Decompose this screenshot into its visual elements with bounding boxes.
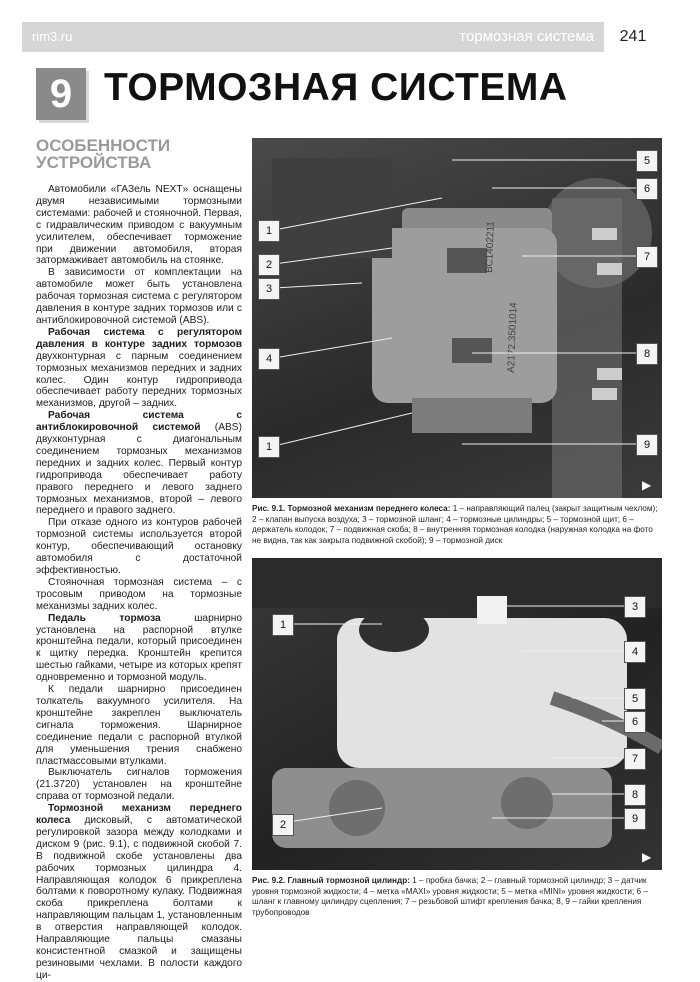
callout-label: 1	[258, 220, 280, 242]
caption-title: Рис. 9.1. Тормозной механизм переднего колеса:	[252, 504, 451, 513]
callout-label: 3	[624, 596, 646, 618]
reservoir-cap-shape	[359, 608, 429, 652]
caliper-stamp-2: А2172.3501014	[506, 302, 520, 374]
figure1-caption	[252, 504, 662, 546]
term: Рабочая система с антиблокировочной системой	[36, 410, 242, 434]
car-direction-icon: ▶	[642, 478, 652, 492]
callout-label: 2	[258, 254, 280, 276]
caption-text: 1 – пробка бачка; 2 – главный тормозной цилиндр; 3 – датчик уровня тормозной жидкости; 4 – метка «MAXI» уровня жидкости; 5 – метка «MINI» уровня жидкости; 6 – шланг к главному цилиндру сцепления; 7 – резьбовой штифт крепления бачка; 8, 9 – гайки крепления трубопроводов	[252, 876, 648, 917]
wheel-stud	[597, 263, 622, 275]
paragraph	[36, 327, 242, 410]
section-title	[36, 137, 241, 171]
brake-caliper-illustration	[252, 138, 662, 498]
term: Тормозной механизм переднего колеса	[36, 803, 242, 827]
callout-label: 1	[272, 614, 294, 636]
cylinder-boss-shape	[329, 780, 385, 836]
callout-label: 4	[258, 348, 280, 370]
paragraph	[36, 410, 242, 517]
figure2-caption	[252, 876, 662, 918]
paragraph-text: (ABS) двухконтурная с диагональным соединением тормозных механизмов передних и задних колес. Первый контур гидропривода обеспечивает работу правого переднего и левого заднего тормозных механизмов, второй – левого переднего и правого заднего.	[36, 422, 242, 517]
callout-label: 2	[272, 814, 294, 836]
wheel-stud	[597, 368, 622, 380]
callout-label: 8	[624, 784, 646, 806]
paragraph: К педали шарнирно присоединен толкатель вакуумного усилителя. На кронштейне закреплен выключатель сигнала торможения. Шарнирное соединение педали с распорной втулкой для уменьшения трения снабжено пластмассовыми втулками.	[36, 684, 242, 767]
callout-label: 9	[636, 434, 658, 456]
paragraph-text: двухконтурная с парным соединением тормозных механизмов передних и задних колес. Один контур гидропривода обеспечивает работу передних тормозных механизмов, другой – задних.	[36, 350, 242, 410]
paragraph: При отказе одного из контуров рабочей тормозной системы используется второй контур, обеспечивающий остановку автомобиля с достаточной эффективностью.	[36, 517, 242, 576]
master-cylinder-body-shape	[272, 768, 612, 848]
suspension-shape	[272, 158, 392, 258]
leader-line	[274, 413, 412, 446]
term: Рабочая система с регулятором давления в контуре задних тормозов	[36, 326, 242, 350]
callout-label: 9	[624, 808, 646, 830]
chapter-title: ТОРМОЗНАЯ СИСТЕМА	[104, 66, 568, 109]
running-title: тормозная система	[459, 28, 594, 45]
wheel-stud	[592, 228, 617, 240]
master-cylinder-illustration	[252, 558, 662, 870]
chapter-number: 9	[36, 68, 86, 120]
wheel-stud	[592, 388, 617, 400]
paragraph	[36, 803, 242, 982]
running-header	[22, 22, 662, 52]
paragraph: Автомобили «ГАЗель NEXT» оснащены двумя независимыми тормозными системами: рабочей и стояночной. Первая, с гидравлическим приводом с вакуумным усилителем, обеспечивает торможение при движении автомобиля, вторая затормаживает автомобиль на стоянке.	[36, 184, 242, 267]
paragraph: Выключатель сигналов торможения (21.3720) установлен на кронштейне справа от тормозной педали.	[36, 767, 242, 803]
figure-front-brake-photo	[252, 138, 662, 498]
caliper-stamp-1: ВС1402211	[484, 221, 497, 274]
leader-line	[274, 283, 362, 288]
brake-disc-shape	[552, 198, 622, 498]
callout-label: 6	[636, 178, 658, 200]
callout-label: 3	[258, 278, 280, 300]
engine-bay-shape	[252, 558, 662, 608]
car-direction-icon: ▶	[642, 850, 652, 864]
caption-text: 1 – направляющий палец (закрыт защитным чехлом); 2 – клапан выпуска воздуха; 3 – тормозной шланг; 4 – тормозные цилиндры; 5 – тормозной щит; 6 – держатель колодок; 7 – подвижная скоба; 8 – внутренняя тормозная колодка (наружная колодка на фото не видна, так как закрыта подвижной скобой); 9 – тормозной диск	[252, 504, 658, 545]
caliper-window	[447, 248, 487, 273]
callout-label: 5	[624, 688, 646, 710]
page-number: 241	[604, 22, 662, 52]
figure-master-cylinder-photo	[252, 558, 662, 870]
paragraph	[36, 613, 242, 684]
paragraph: Стояночная тормозная система – с тросовым приводом на тормозные механизмы задних колес.	[36, 576, 242, 612]
callout-label: 7	[624, 748, 646, 770]
callout-label: 7	[636, 246, 658, 268]
callout-label: 5	[636, 150, 658, 172]
body-text	[36, 184, 242, 982]
callout-label: 8	[636, 343, 658, 365]
paragraph-text: шарнирно установлена на распорной втулке кронштейна педали, который присоединен к щитку передка. Кронштейн крепится шестью гайками, четыре из которых крепят одновременно и тормозной модуль.	[36, 612, 243, 684]
paragraph: В зависимости от комплектации на автомобиле может быть установлена рабочая тормозная система с регулятором давления в контуре задних тормозов или с антиблокировочной системой (ABS).	[36, 267, 242, 326]
site-url: rim3.ru	[32, 29, 73, 44]
term: Педаль тормоза	[48, 612, 161, 624]
caliper-lower-shape	[412, 398, 532, 433]
caption-title: Рис. 9.2. Главный тормозной цилиндр:	[252, 876, 410, 885]
callout-label: 1	[258, 436, 280, 458]
caliper-window	[452, 338, 492, 363]
section-title-line2: УСТРОЙСТВА	[36, 153, 152, 172]
cylinder-boss-shape	[501, 777, 553, 829]
section-title-line1: ОСОБЕННОСТИ	[36, 136, 171, 155]
callout-label: 6	[624, 711, 646, 733]
paragraph-text: дисковый, с автоматической регулировкой зазора между колодками и диском 9 (рис. 9.1), с подвижной скобой 7. В подвижной скобе установлены два рабочих тормозных цилиндра 4. Направляющая колодок 6 прикреплена болтами к поворотному кулаку. Подвижная скоба прикреплена болтами к направляющим пальцам 1, установленным в отверстия направляющей колодок. Направляющие пальцы смазаны консистентной смазкой и защищены резиновыми чехлами. В полости каждого ци-	[36, 815, 242, 981]
level-sensor-shape	[477, 596, 507, 624]
callout-label: 4	[624, 641, 646, 663]
